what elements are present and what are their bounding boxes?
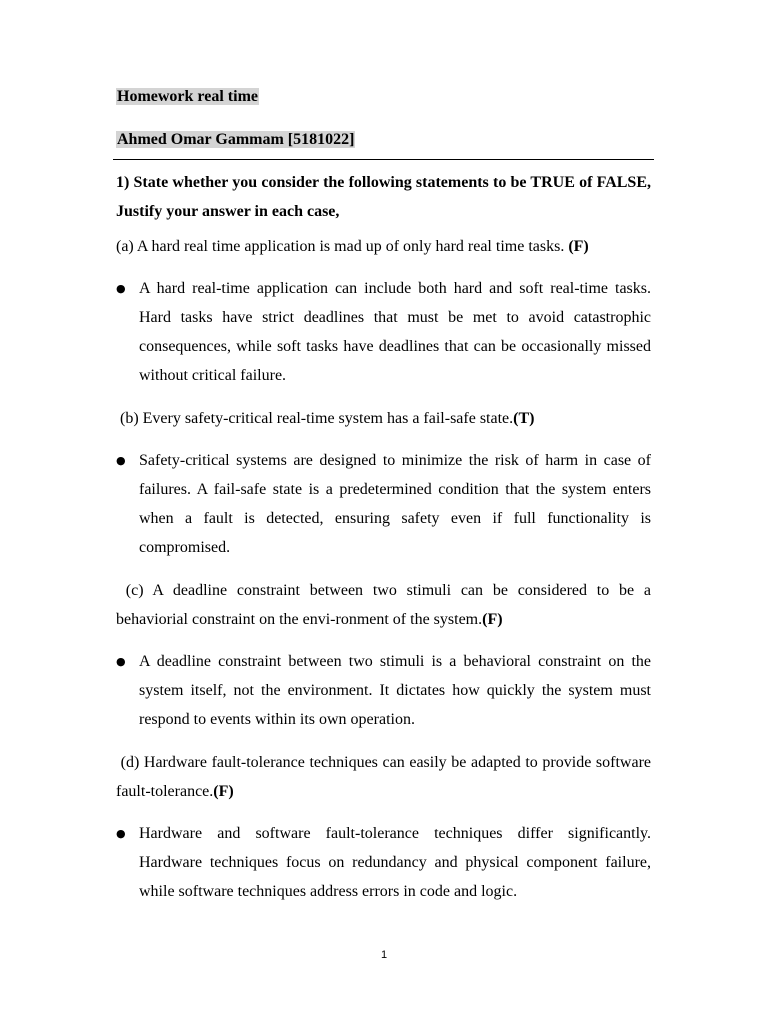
answer-c — [116, 647, 651, 734]
title-highlight: Homework real time — [117, 88, 258, 105]
question-heading: 1) State whether you consider the following statements to be TRUE of FALSE, Justify your answer in each case, — [116, 174, 651, 220]
page-number: 1 — [380, 949, 388, 961]
answer-b — [116, 446, 651, 562]
statement-c — [116, 576, 651, 634]
document-body — [116, 168, 651, 906]
answer-b-text: Safety-critical systems are designed to minimize the risk of harm in case of failures. A fail-safe state is a predetermined condition that the system enters when a fault is detected, ensuring safety even if full functionality is compromised. — [139, 452, 651, 556]
statement-a — [116, 232, 651, 261]
verdict-c: (F) — [482, 611, 503, 628]
answer-d-text: Hardware and software fault-tolerance techniques differ significantly. Hardware techniques focus on redundancy and physical component failure, while software techniques address errors in code and logic. — [139, 825, 651, 900]
answer-d — [116, 819, 651, 906]
bullet-icon: ● — [116, 827, 126, 840]
verdict-b: (T) — [513, 410, 535, 427]
author-highlight: Ahmed Omar Gammam [5181022] — [117, 131, 355, 148]
answer-c-text: A deadline constraint between two stimuli is a behavioral constraint on the system itself, not the environment. It dictates how quickly the system must respond to events within its own operation. — [139, 653, 651, 728]
bullet-icon: ● — [116, 655, 126, 668]
answer-a-text: A hard real-time application can include both hard and soft real-time tasks. Hard tasks have strict deadlines that must be met to avoid catastrophic consequences, while soft tasks have deadlines that can be occasionally missed without critical failure. — [139, 280, 651, 384]
statement-d — [116, 748, 651, 806]
bullet-icon: ● — [116, 454, 126, 467]
document-title — [116, 87, 259, 106]
answer-a — [116, 274, 651, 390]
statement-b-text: (b) Every safety-critical real-time system has a fail-safe state. — [120, 410, 514, 427]
statement-d-text: (d) Hardware fault-tolerance techniques can easily be adapted to provide software fault-tolerance. — [116, 754, 652, 800]
statement-b — [116, 404, 651, 433]
verdict-d: (F) — [213, 783, 234, 800]
header-divider — [113, 159, 654, 160]
author-line — [116, 130, 355, 149]
statement-c-text: (c) A deadline constraint between two stimuli can be considered to be a behaviorial constraint on the envi-ronment of the system. — [116, 582, 651, 628]
bullet-icon: ● — [116, 282, 126, 295]
statement-a-text: (a) A hard real time application is mad up of only hard real time tasks. — [116, 238, 569, 255]
verdict-a: (F) — [568, 238, 589, 255]
